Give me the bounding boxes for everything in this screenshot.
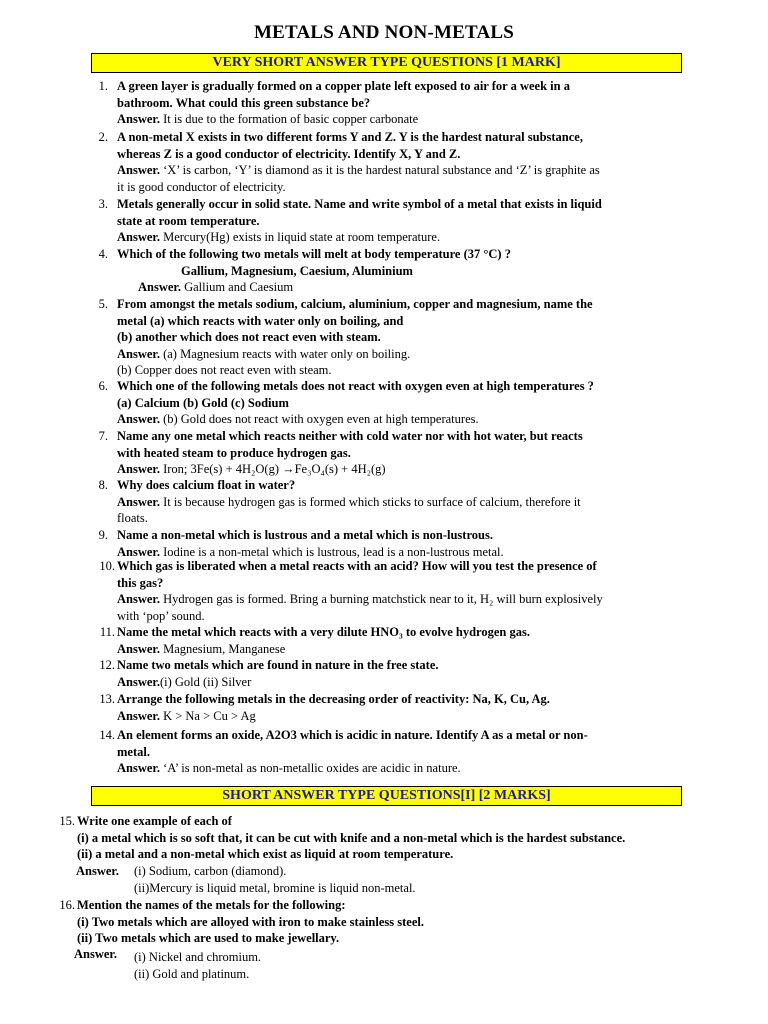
question-number: 9. <box>98 528 108 542</box>
question-text: Which gas is liberated when a metal reacts with an acid? How will you test the presence of <box>117 559 597 573</box>
question-text: this gas? <box>117 575 164 590</box>
answer-label: Answer. <box>117 346 160 361</box>
question-text: with heated steam to produce hydrogen gas. <box>117 445 351 460</box>
question-text: whereas Z is a good conductor of electricity. Identify X, Y and Z. <box>117 146 461 161</box>
question-text: state at room temperature. <box>117 213 260 228</box>
answer-label: Answer. <box>117 592 160 607</box>
answer-text: ‘A’ is non-metal as non-metallic oxides are acidic in nature. <box>163 761 461 776</box>
question-number: 11. <box>99 625 115 639</box>
section-heading-short: SHORT ANSWER TYPE QUESTIONS[I] [2 MARKS] <box>91 786 682 806</box>
question-number: 6. <box>98 379 108 393</box>
answer-text: ‘X’ is carbon, ‘Y’ is diamond as it is the hardest natural substance and ‘Z’ is graphite as <box>163 163 600 178</box>
answer-text: (i) Nickel and chromium. <box>134 950 262 964</box>
question-text: A green layer is gradually formed on a copper plate left exposed to air for a week in a <box>117 79 570 93</box>
answer-text: It is because hydrogen gas is formed which sticks to surface of calcium, therefore it <box>163 494 581 509</box>
question-text: Which one of the following metals does not react with oxygen even at high temperatures ? <box>117 379 594 393</box>
answer-text: with ‘pop’ sound. <box>117 608 205 623</box>
answer-label: Answer. <box>117 674 160 689</box>
question-text: metal (a) which reacts with water only on boiling, and <box>117 313 404 328</box>
answer-label: Answer. <box>74 947 117 961</box>
answer-text: it is good conductor of electricity. <box>117 179 286 194</box>
answer-text: K > Na > Cu > Ag <box>163 708 256 723</box>
question-text: Arrange the following metals in the decreasing order of reactivity: Na, K, Cu, Ag. <box>117 692 550 706</box>
answer-text: Iron; 3Fe(s) + 4H₂O(g) →Fe₃O₄(s) + 4H₂(g) <box>163 462 386 477</box>
question-number: 14. <box>99 728 115 742</box>
question-number: 1. <box>98 79 108 93</box>
answer-text: (i) Sodium, carbon (diamond). <box>134 864 287 878</box>
question-text: A non-metal X exists in two different forms Y and Z. Y is the hardest natural substance, <box>117 130 583 144</box>
answer-label: Answer. <box>117 641 160 656</box>
question-number: 7. <box>98 429 108 443</box>
question-number: 13. <box>99 692 115 706</box>
answer-text: (i) Gold (ii) Silver <box>159 674 252 689</box>
question-text: bathroom. What could this green substance be? <box>117 95 371 110</box>
question-text: Name any one metal which reacts neither with cold water nor with hot water, but reacts <box>117 429 583 443</box>
answer-text: (ii)Mercury is liquid metal, bromine is liquid non-metal. <box>134 880 416 895</box>
question-text: (i) a metal which is so soft that, it can be cut with knife and a non-metal which is the hardest substance. <box>77 830 626 845</box>
section-heading-very-short: VERY SHORT ANSWER TYPE QUESTIONS [1 MARK] <box>91 53 682 73</box>
question-number: 16. <box>59 898 75 912</box>
question-text: Mention the names of the metals for the following: <box>77 898 346 912</box>
question-text: Which of the following two metals will melt at body temperature (37 °C) ? <box>117 247 511 261</box>
answer-label: Answer. <box>138 280 181 295</box>
question-text: Name the metal which reacts with a very dilute HNO₃ to evolve hydrogen gas. <box>117 625 530 639</box>
question-options: Gallium, Magnesium, Caesium, Aluminium <box>181 263 413 278</box>
question-text: An element forms an oxide, A2O3 which is acidic in nature. Identify A as a metal or non- <box>117 728 588 742</box>
answer-text: Gallium and Caesium <box>184 280 294 295</box>
answer-label: Answer. <box>117 412 160 427</box>
question-number: 12. <box>99 658 115 672</box>
question-number: 10. <box>99 559 115 573</box>
question-text: (b) another which does not react even with steam. <box>117 330 381 345</box>
question-text: From amongst the metals sodium, calcium, aluminium, copper and magnesium, name the <box>117 297 593 311</box>
question-text: (i) Two metals which are alloyed with iron to make stainless steel. <box>77 914 424 929</box>
answer-label: Answer. <box>117 230 160 245</box>
question-text: Write one example of each of <box>77 814 232 828</box>
answer-label: Answer. <box>117 163 160 178</box>
question-number: 8. <box>98 478 108 492</box>
answer-text: (b) Copper does not react even with steam. <box>117 363 332 378</box>
page-title: METALS AND NON-METALS <box>253 22 515 43</box>
answer-label: Answer. <box>117 544 160 559</box>
question-text: Metals generally occur in solid state. Name and write symbol of a metal that exists in liquid <box>117 197 602 211</box>
answer-text: Mercury(Hg) exists in liquid state at room temperature. <box>163 230 441 245</box>
answer-label: Answer. <box>117 462 160 477</box>
question-text: Name a non-metal which is lustrous and a metal which is non-lustrous. <box>117 528 493 542</box>
question-number: 5. <box>98 297 108 311</box>
answer-label: Answer. <box>76 864 119 878</box>
answer-text: Magnesium, Manganese <box>163 641 286 656</box>
answer-label: Answer. <box>117 761 160 776</box>
question-number: 2. <box>98 130 108 144</box>
answer-text: Hydrogen gas is formed. Bring a burning matchstick near to it, H₂ will burn explosively <box>163 592 603 607</box>
answer-text: (ii) Gold and platinum. <box>134 966 250 981</box>
answer-text: Iodine is a non-metal which is lustrous, lead is a non-lustrous metal. <box>163 544 504 559</box>
question-number: 4. <box>98 247 108 261</box>
question-text: metal. <box>117 744 150 759</box>
answer-text: floats. <box>117 511 148 526</box>
question-options: (a) Calcium (b) Gold (c) Sodium <box>117 395 289 410</box>
question-text: (ii) a metal and a non-metal which exist as liquid at room temperature. <box>77 847 454 862</box>
question-number: 3. <box>98 197 108 211</box>
question-text: Why does calcium float in water? <box>117 478 296 492</box>
answer-text: (a) Magnesium reacts with water only on boiling. <box>163 346 411 361</box>
question-text: Name two metals which are found in nature in the free state. <box>117 658 439 672</box>
question-number: 15. <box>59 814 75 828</box>
answer-label: Answer. <box>117 112 160 127</box>
question-text: (ii) Two metals which are used to make jewellary. <box>77 931 340 946</box>
answer-text: It is due to the formation of basic copper carbonate <box>163 112 419 127</box>
answer-label: Answer. <box>117 708 160 723</box>
answer-label: Answer. <box>117 494 160 509</box>
answer-text: (b) Gold does not react with oxygen even at high temperatures. <box>163 412 479 427</box>
